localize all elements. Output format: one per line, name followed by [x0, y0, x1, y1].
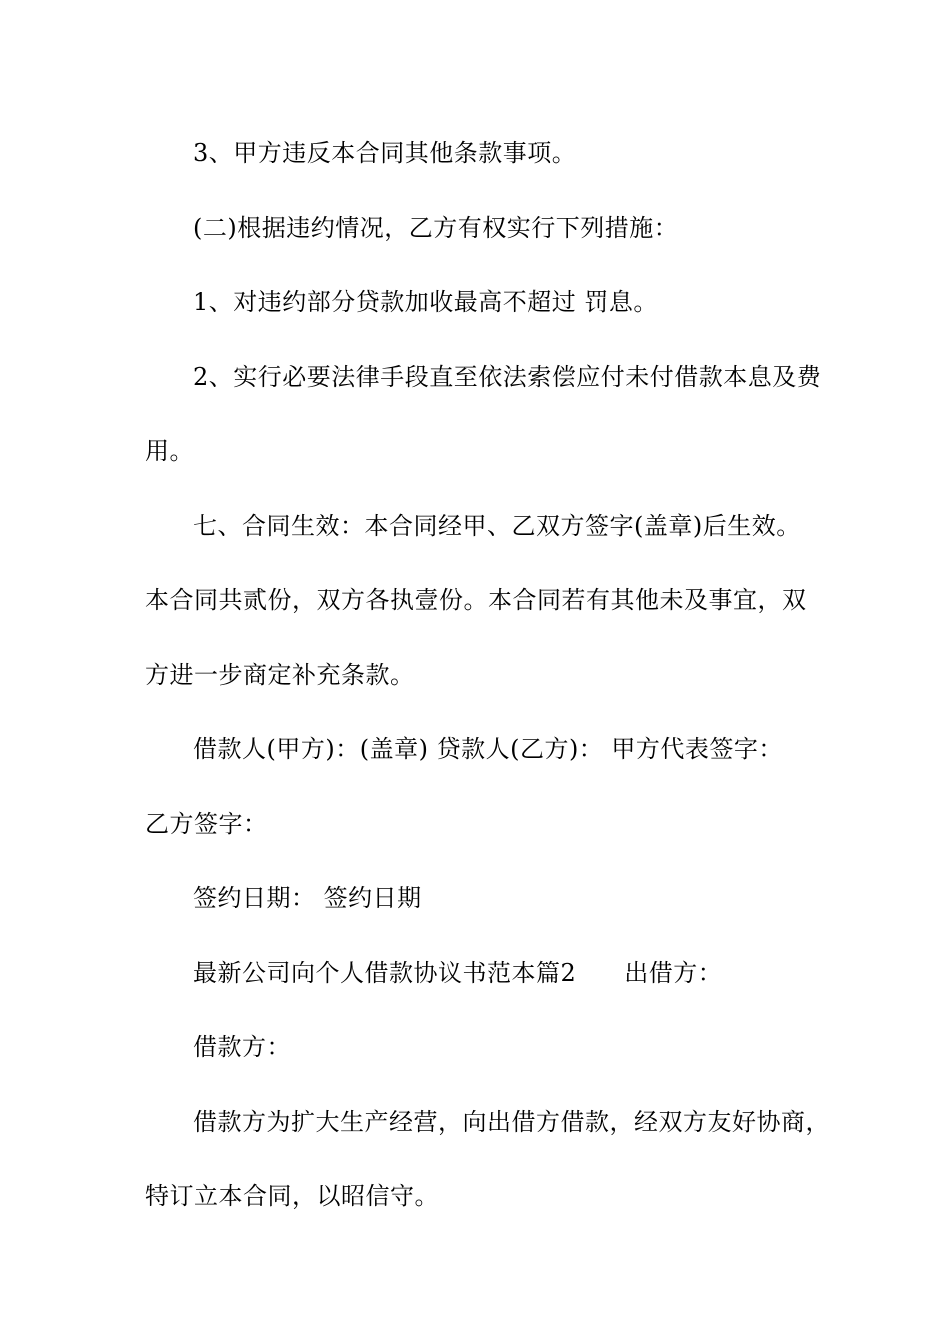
- paragraph-line: 本合同共贰份，双方各执壹份。本合同若有其他未及事宜，双: [145, 586, 807, 614]
- signature-line: 借款人(甲方)：(盖章) 贷款人(乙方)： 甲方代表签字：: [193, 735, 783, 763]
- paragraph-line: 3、甲方违反本合同其他条款事项。: [193, 139, 577, 167]
- section-title: 最新公司向个人借款协议书范本篇2: [193, 959, 577, 987]
- section-heading-line: [193, 958, 825, 988]
- paragraph-line: 方进一步商定补充条款。: [145, 661, 415, 689]
- paragraph-line: (二)根据违约情况，乙方有权实行下列措施：: [193, 214, 679, 242]
- lender-label: 出借方：: [624, 959, 723, 987]
- paragraph-line: 用。: [145, 437, 194, 465]
- paragraph-line: 2、实行必要法律手段直至依法索偿应付未付借款本息及费: [193, 363, 822, 391]
- date-line: 签约日期： 签约日期: [193, 884, 422, 912]
- paragraph-line: 特订立本合同，以昭信守。: [145, 1182, 439, 1210]
- paragraph-line: 七、合同生效：本合同经甲、乙双方签字(盖章)后生效。: [193, 512, 801, 540]
- borrower-label: 借款方：: [193, 1033, 291, 1061]
- paragraph-line: 1、对违约部分贷款加收最高不超过 罚息。: [193, 288, 658, 316]
- signature-line: 乙方签字：: [145, 810, 268, 838]
- paragraph-line: 借款方为扩大生产经营，向出借方借款，经双方友好协商，: [193, 1108, 830, 1136]
